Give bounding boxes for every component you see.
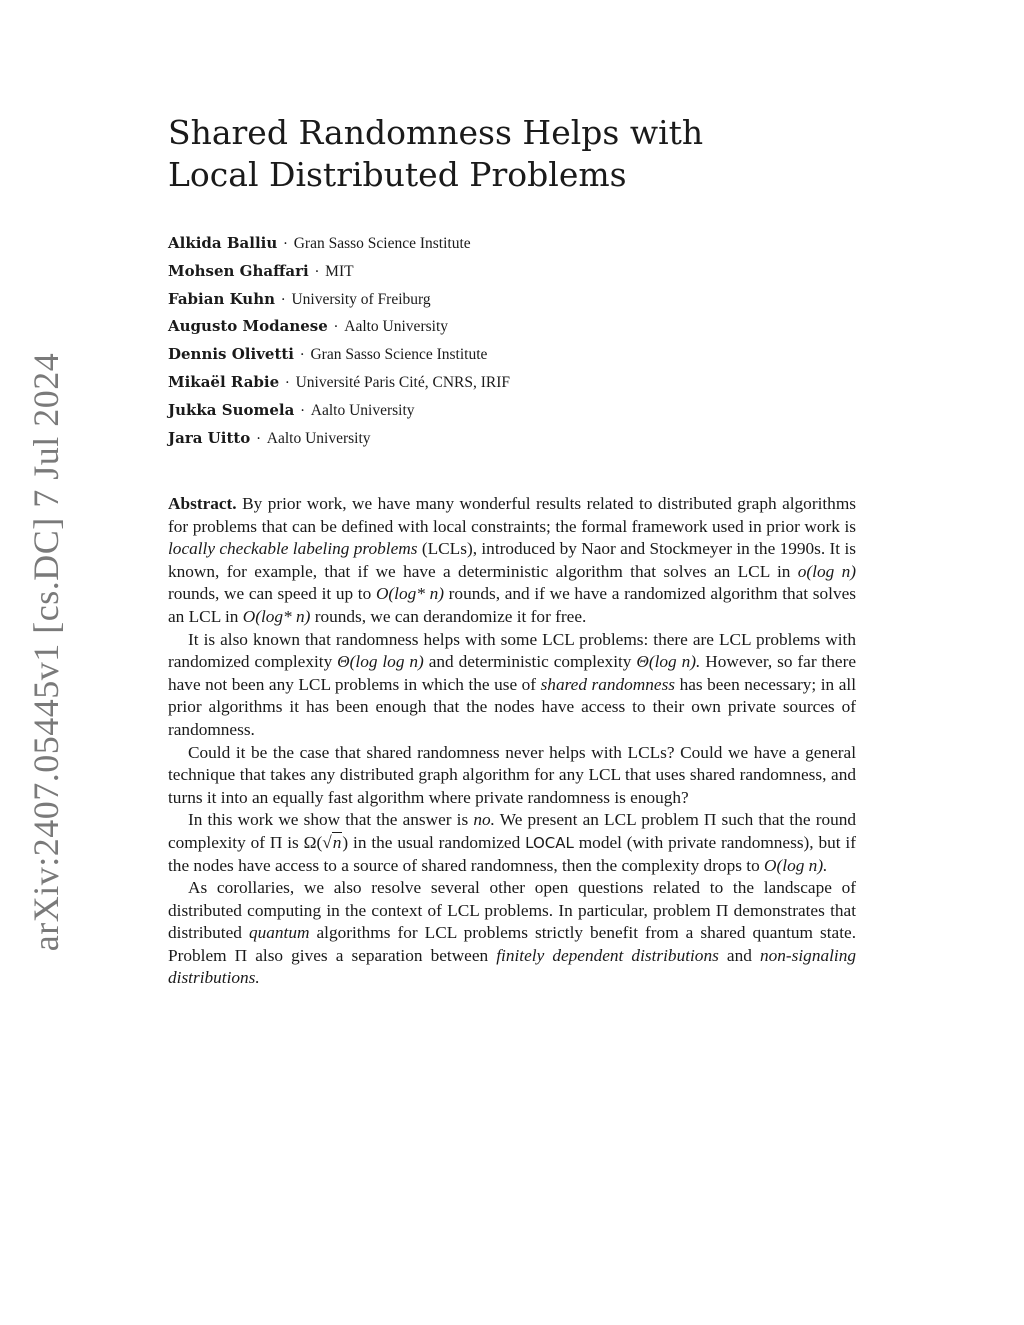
abstract-text: (LCLs), introduced by Naor and Stockmeyer in the 1990s. It is known, for example, that if we have a deterministic algorithm that solves an LCL in xyxy=(168,539,856,581)
author-entry xyxy=(168,313,510,341)
author-separator: · xyxy=(314,263,320,280)
abstract-paragraph-2 xyxy=(168,629,856,742)
math-expression: Θ(log log n) xyxy=(337,652,424,672)
arxiv-identifier-stamp xyxy=(26,352,66,952)
abstract-text: By prior work, we have many wonderful results related to distributed graph algorithms for problems that can be defined with local constraints; the formal framework used in prior work is xyxy=(168,494,856,536)
author-affiliation: Aalto University xyxy=(310,401,415,419)
abstract-text: has been necessary; in all prior algorithms it has been enough that the nodes have access to their own private sources of randomness. xyxy=(168,674,856,739)
author-affiliation: Aalto University xyxy=(344,318,448,336)
abstract-text: in the usual randomized xyxy=(353,832,521,852)
author-entry xyxy=(168,369,510,397)
math-expression: Θ(log n). xyxy=(636,652,701,672)
paper-title-line-1: Shared Randomness Helps with xyxy=(168,113,704,152)
author-affiliation: Gran Sasso Science Institute xyxy=(293,235,471,252)
abstract-text: model (with private randomness), but if the nodes have access to a source of shared randomness, then the complexity drops to xyxy=(168,832,856,875)
author-name: Mikaël Rabie xyxy=(168,372,280,391)
author-name: Jara Uitto xyxy=(168,428,251,447)
sqrt-expression xyxy=(304,832,349,852)
author-separator: · xyxy=(300,402,305,419)
author-separator: · xyxy=(285,374,290,391)
math-fragment: Ω( xyxy=(303,832,323,852)
abstract-paragraph-4 xyxy=(168,809,856,877)
author-separator: · xyxy=(300,347,305,364)
author-entry xyxy=(168,425,510,453)
author-entry xyxy=(168,258,510,286)
model-name: LOCAL xyxy=(525,833,574,852)
author-separator: · xyxy=(281,291,286,308)
author-separator: · xyxy=(256,430,261,447)
author-entry xyxy=(168,230,510,258)
math-expression: O(log* n) xyxy=(242,606,311,626)
abstract-text: rounds, and if we have a randomized algorithm that solves an LCL in xyxy=(168,584,856,626)
math-expression: o(log n) xyxy=(797,561,857,581)
sqrt-radicand: n xyxy=(332,832,342,852)
abstract-paragraph-5 xyxy=(168,877,856,990)
author-affiliation: University of Freiburg xyxy=(291,290,431,308)
abstract-emphasis: finitely dependent distributions xyxy=(496,945,719,965)
author-affiliation: MIT xyxy=(325,262,354,280)
abstract-emphasis: no. xyxy=(473,810,495,830)
author-separator: · xyxy=(333,319,339,336)
author-separator: · xyxy=(283,236,288,252)
abstract-emphasis: locally checkable labeling problems xyxy=(168,539,418,559)
abstract-text: In this work we show that the answer is xyxy=(188,810,469,830)
math-expression: O(log n). xyxy=(764,855,828,875)
abstract-emphasis: quantum xyxy=(248,923,310,943)
math-expression: O(log* n) xyxy=(375,584,444,604)
author-name: Dennis Olivetti xyxy=(168,345,295,364)
paper-title-line-2: Local Distributed Problems xyxy=(168,155,627,194)
abstract-text: rounds, we can speed it up to xyxy=(168,584,372,604)
arxiv-identifier-text: arXiv:2407.05445v1 [cs.DC] 7 Jul 2024 xyxy=(26,352,66,952)
abstract-text: However, so far there have not been any LCL problems in which the use of xyxy=(168,652,857,694)
author-name: Augusto Modanese xyxy=(168,317,328,336)
author-list xyxy=(168,230,510,452)
abstract-text: rounds, we can derandomize it for free. xyxy=(314,606,587,626)
math-fragment: ) xyxy=(342,832,349,852)
abstract-paragraph-3: Could it be the case that shared randomness never helps with LCLs? Could we have a general technique that takes any distributed graph algorithm for any LCL that uses shared randomness, and turns it into an equally fast algorithm where private randomness is enough? xyxy=(168,742,856,807)
author-affiliation: Université Paris Cité, CNRS, IRIF xyxy=(295,373,511,391)
author-entry xyxy=(168,286,510,314)
author-affiliation: Gran Sasso Science Institute xyxy=(310,346,488,364)
author-name: Alkida Balliu xyxy=(168,234,278,252)
author-name: Jukka Suomela xyxy=(168,400,295,419)
abstract-text: We present an LCL problem Π such that the round complexity of Π is xyxy=(168,810,857,852)
abstract xyxy=(168,493,856,990)
author-name: Fabian Kuhn xyxy=(168,289,276,308)
abstract-emphasis: shared randomness xyxy=(540,674,676,694)
abstract-paragraph-1 xyxy=(168,493,856,629)
abstract-text: It is also known that randomness helps with some LCL problems: there are LCL problems with randomized complexity xyxy=(168,629,856,672)
author-affiliation: Aalto University xyxy=(266,429,371,447)
abstract-emphasis: non-signaling distributions. xyxy=(168,945,856,988)
abstract-label: Abstract. xyxy=(168,494,237,513)
abstract-text: and deterministic complexity xyxy=(428,652,632,672)
abstract-text: As corollaries, we also resolve several other open questions related to the landscape of distributed computing in the context of LCL problems. In particular, problem Π demonstrates that distributed xyxy=(168,878,856,943)
author-entry xyxy=(168,341,510,369)
author-name: Mohsen Ghaffari xyxy=(168,261,309,280)
author-entry xyxy=(168,397,510,425)
abstract-text: and xyxy=(726,945,752,965)
abstract-text: algorithms for LCL problems strictly benefit from a shared quantum state. Problem Π also gives a separation between xyxy=(168,923,857,965)
paper-title xyxy=(168,112,703,196)
sqrt-symbol: √ xyxy=(322,832,332,852)
